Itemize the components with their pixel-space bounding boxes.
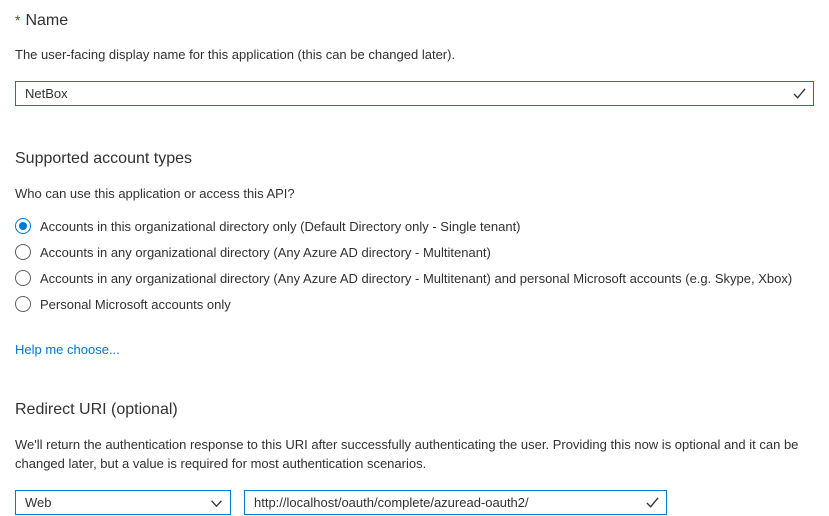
name-section-title: Name [25,12,69,29]
account-types-radio-group [15,213,814,317]
chevron-down-icon [210,497,223,510]
radio-button-icon [15,270,31,286]
radio-button-icon [15,218,31,234]
redirect-uri-description: We'll return the authentication response to this URI after successfully authenticating the user. Providing this now is optional and it can be changed later, but a value is required for most authentication scenarios. [15,437,799,471]
uri-field-wrap [244,490,667,515]
account-types-section [15,150,814,359]
platform-select-value: Web [25,495,52,510]
radio-button-icon [15,244,31,260]
account-types-title: Supported account types [15,150,193,167]
radio-option-label: Accounts in any organizational directory (Any Azure AD directory - Multitenant) and personal Microsoft accounts (e.g. Skype, Xbox) [40,270,793,286]
platform-select[interactable] [15,490,231,515]
help-me-choose-link[interactable]: Help me choose... [15,342,120,357]
radio-option-label: Accounts in any organizational directory (Any Azure AD directory - Multitenant) [40,244,491,260]
radio-button-icon [15,296,31,312]
radio-option-multitenant[interactable] [15,239,814,265]
radio-option-label: Personal Microsoft accounts only [40,296,231,312]
redirect-uri-input[interactable] [244,490,667,515]
radio-option-multitenant-personal[interactable] [15,265,814,291]
radio-option-label: Accounts in this organizational directory only (Default Directory only - Single tenant) [40,218,521,234]
name-description: The user-facing display name for this application (this can be changed later). [15,47,456,62]
name-section-heading [15,12,814,30]
account-types-question: Who can use this application or access this API? [15,186,295,201]
name-field-wrap [15,81,814,106]
required-asterisk: * [15,12,21,28]
redirect-uri-title: Redirect URI (optional) [15,401,178,418]
radio-option-personal-only[interactable] [15,291,814,317]
redirect-uri-section [15,401,814,515]
name-input[interactable] [15,81,814,106]
redirect-uri-row [15,490,814,515]
radio-option-single-tenant[interactable] [15,213,814,239]
